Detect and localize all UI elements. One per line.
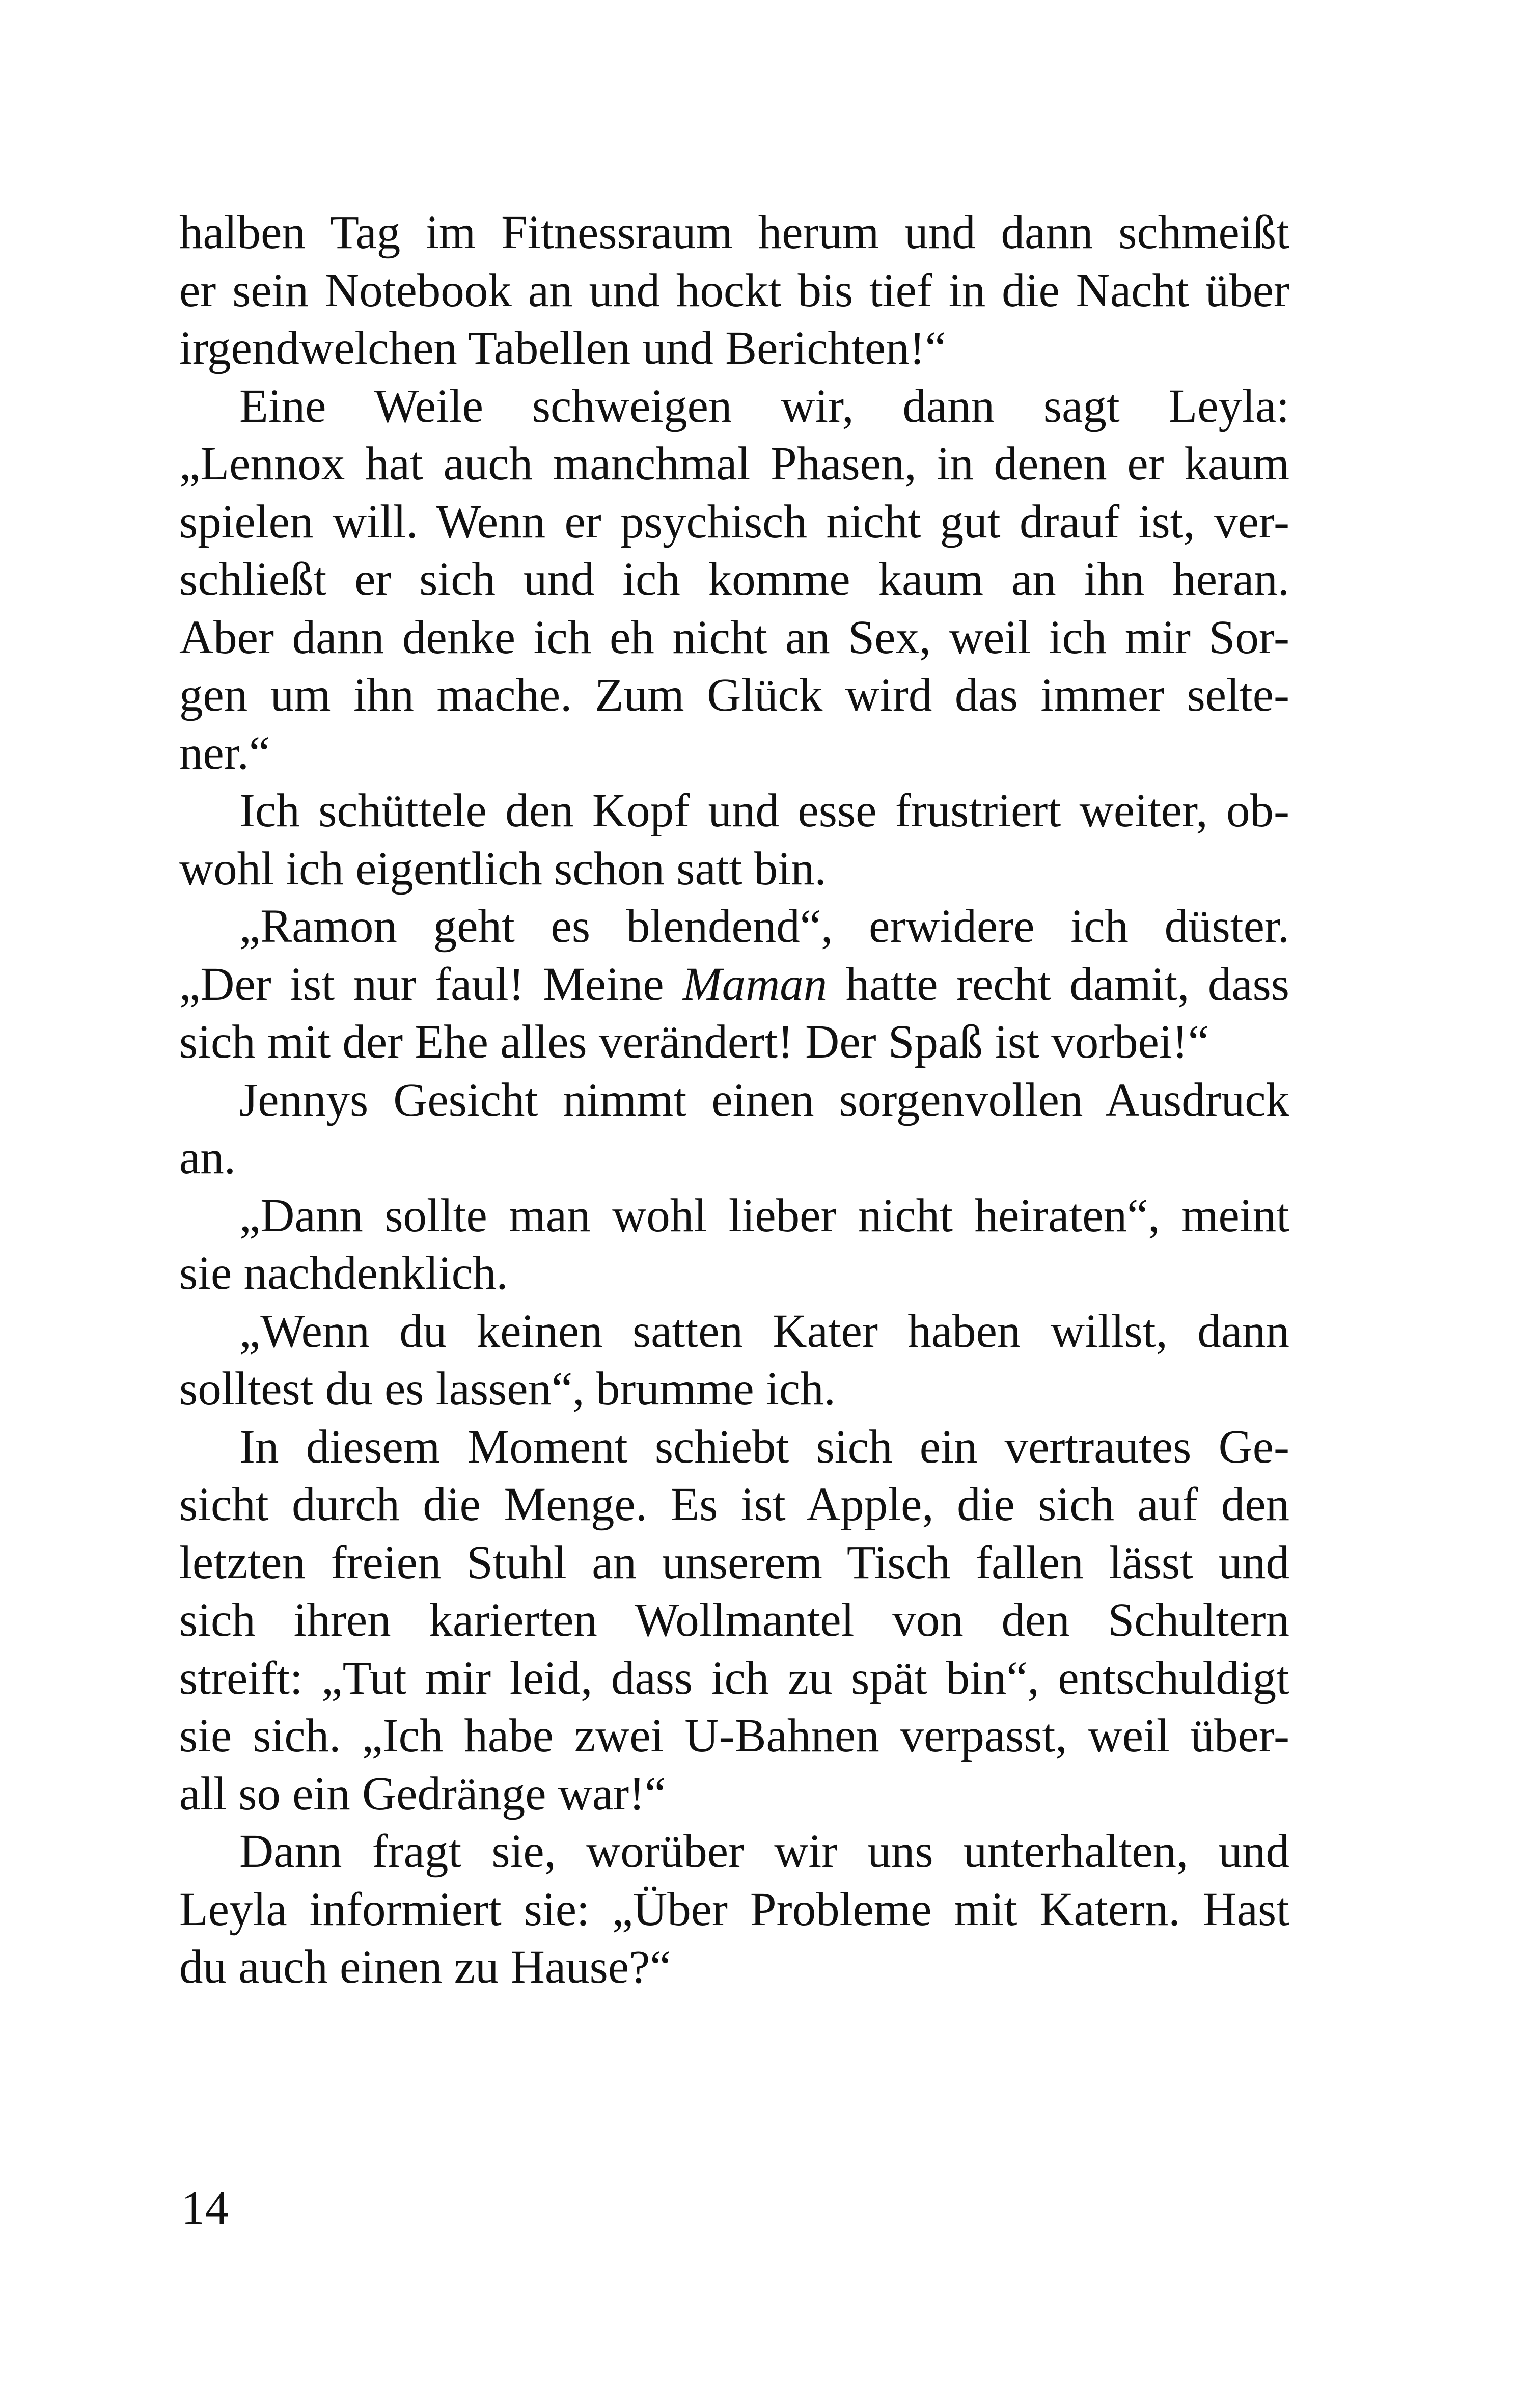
text-line: an. (179, 1131, 236, 1184)
text-line: sich mit der Ehe alles verändert! Der Spaß ist vorbei!“ (179, 1016, 1209, 1068)
body-text (179, 204, 1289, 1996)
text-line: Jennys Gesicht nimmt einen sorgenvollen Ausdruck (239, 1073, 1289, 1126)
text-line: schließt er sich und ich komme kaum an ihn heran. (179, 553, 1289, 606)
paragraph (179, 1187, 1289, 1303)
text-line: ner.“ (179, 726, 270, 779)
text-line: „Ramon geht es blendend“, erwidere ich düster. (239, 900, 1289, 953)
paragraph (179, 1303, 1289, 1418)
paragraph (179, 898, 1289, 1071)
text-line: Aber dann denke ich eh nicht an Sex, weil ich mir Sor- (179, 611, 1289, 664)
text-line: irgendwelchen Tabellen und Berichten!“ (179, 322, 946, 374)
text-line: sie sich. „Ich habe zwei U-Bahnen verpasst, weil über- (179, 1710, 1289, 1762)
text-line: sicht durch die Menge. Es ist Apple, die sich auf den (179, 1478, 1289, 1531)
text-line: er sein Notebook an und hockt bis tief in die Nacht über (179, 264, 1289, 317)
italic-word: Maman (682, 958, 828, 1011)
text-line: Ich schüttele den Kopf und esse frustriert weiter, ob- (239, 784, 1289, 837)
text-line: sie nachdenklich. (179, 1247, 508, 1299)
text-line: Dann fragt sie, worüber wir uns unterhalten, und (239, 1825, 1289, 1878)
text-run: hatte recht damit, dass (827, 958, 1289, 1011)
text-line: streift: „Tut mir leid, dass ich zu spät bin“, entschuldigt (179, 1651, 1289, 1704)
page-number: 14 (181, 2182, 229, 2234)
text-run: „Der ist nur faul! Meine (179, 958, 683, 1011)
paragraph (179, 1071, 1289, 1187)
text-line: all so ein Gedränge war!“ (179, 1767, 666, 1820)
text-line: spielen will. Wenn er psychisch nicht gut drauf ist, ver- (179, 495, 1289, 548)
text-line: solltest du es lassen“, brumme ich. (179, 1363, 836, 1415)
paragraph (179, 1823, 1289, 1996)
text-line: Leyla informiert sie: „Über Probleme mit Katern. Hast (179, 1883, 1289, 1936)
text-line: letzten freien Stuhl an unserem Tisch fallen lässt und (179, 1536, 1289, 1589)
text-line (179, 956, 1289, 1014)
text-line: gen um ihn mache. Zum Glück wird das immer selte- (179, 669, 1289, 721)
text-line: wohl ich eigentlich schon satt bin. (179, 842, 827, 895)
text-line: sich ihren karierten Wollmantel von den Schultern (179, 1594, 1289, 1646)
text-line: „Lennox hat auch manchmal Phasen, in denen er kaum (179, 438, 1289, 490)
paragraph (179, 1418, 1289, 1823)
text-line: Eine Weile schweigen wir, dann sagt Leyla: (239, 380, 1289, 432)
paragraph (179, 377, 1289, 782)
text-line: halben Tag im Fitnessraum herum und dann schmeißt (179, 206, 1289, 259)
text-line: du auch einen zu Hause?“ (179, 1941, 671, 1993)
text-line: In diesem Moment schiebt sich ein vertrautes Ge- (239, 1420, 1289, 1473)
paragraph (179, 204, 1289, 377)
text-line: „Wenn du keinen satten Kater haben willst, dann (239, 1305, 1289, 1358)
paragraph (179, 782, 1289, 898)
text-line: „Dann sollte man wohl lieber nicht heiraten“, meint (239, 1189, 1289, 1242)
